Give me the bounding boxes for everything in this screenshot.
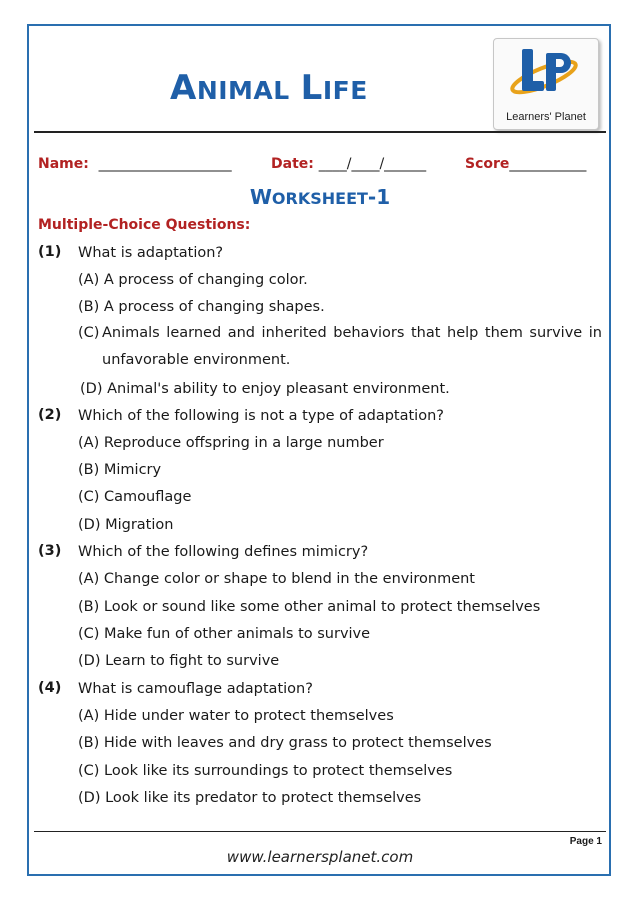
answer-option: (D) Look like its predator to protect themselves xyxy=(78,790,422,806)
answer-option: (C) Make fun of other animals to survive xyxy=(78,626,371,642)
header-divider xyxy=(34,131,606,133)
answer-option: (C) Camouflage xyxy=(78,489,192,505)
question-text: Which of the following is not a type of adaptation? xyxy=(78,408,444,424)
name-field: Name: ___________________ xyxy=(38,156,232,172)
date-blank: ____/____/______ xyxy=(318,156,427,172)
answer-option: (D) Migration xyxy=(78,517,174,533)
answer-option: (A) Hide under water to protect themselves xyxy=(78,708,394,724)
answer-option: (B) Hide with leaves and dry grass to protect themselves xyxy=(78,735,492,751)
answer-option: (B) Look or sound like some other animal to protect themselves xyxy=(78,599,541,615)
question-number: (3) xyxy=(38,543,62,559)
answer-option: (C) Animals learned and inherited behaviors that help them survive in unfavorable environment. xyxy=(78,325,602,368)
answer-option: (D) Animal's ability to enjoy pleasant environment. xyxy=(80,381,450,397)
question-text: Which of the following defines mimicry? xyxy=(78,544,369,560)
learners-planet-logo xyxy=(493,38,599,130)
answer-option: (B) Mimicry xyxy=(78,462,162,478)
score-field: Score___________ xyxy=(465,156,587,172)
question-number: (1) xyxy=(38,244,62,260)
logo-caption: Learners' Planet xyxy=(506,111,586,123)
question-number: (2) xyxy=(38,407,62,423)
page-number: Page 1 xyxy=(569,836,602,847)
footer-divider xyxy=(34,831,606,832)
answer-option: (A) A process of changing color. xyxy=(78,272,308,288)
question-text: What is camouflage adaptation? xyxy=(78,681,313,697)
footer-link[interactable]: www.learnersplanet.com xyxy=(226,848,414,866)
section-heading: Multiple-Choice Questions: xyxy=(38,217,251,233)
lp-logo-icon xyxy=(494,39,598,109)
score-blank: ___________ xyxy=(509,156,587,172)
question-text: What is adaptation? xyxy=(78,245,224,261)
answer-option: (C) Look like its surroundings to protect themselves xyxy=(78,763,453,779)
worksheet-title: WORKSHEET-1 xyxy=(249,185,391,209)
answer-option: (A) Change color or shape to blend in the environment xyxy=(78,571,475,587)
name-blank: ___________________ xyxy=(98,156,232,172)
answer-option: (B) A process of changing shapes. xyxy=(78,299,325,315)
answer-option: (A) Reproduce offspring in a large number xyxy=(78,435,384,451)
date-field: Date: ____/____/______ xyxy=(271,156,427,172)
answer-option: (D) Learn to fight to survive xyxy=(78,653,280,669)
page-title: ANIMAL LIFE xyxy=(170,68,368,108)
question-number: (4) xyxy=(38,680,62,696)
